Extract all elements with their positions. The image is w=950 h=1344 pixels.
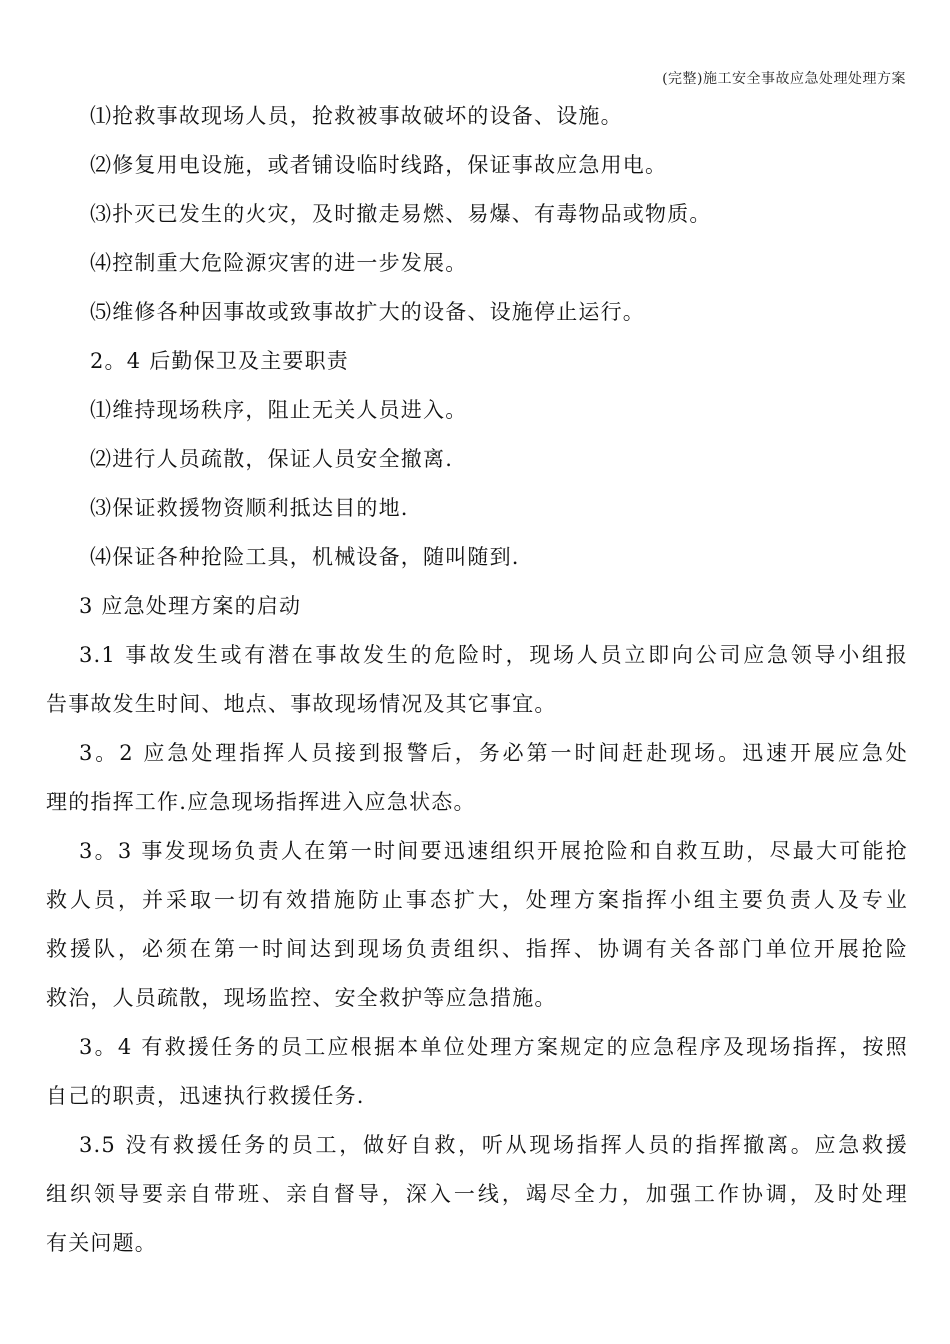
text-line: ⑵修复用电设施，或者铺设临时线路，保证事故应急用电。 [90,153,668,177]
text-line: 救援队，必须在第一时间达到现场负责组织、指挥、协调有关各部门单位开展抢险 [46,937,908,961]
text-line: 自己的职责，迅速执行救援任务. [46,1084,365,1108]
text-line: 3。4 有救援任务的员工应根据本单位处理方案规定的应急程序及现场指挥，按照 [79,1035,908,1059]
text-line: 理的指挥工作.应急现场指挥进入应急状态。 [46,790,476,814]
text-line: 有关问题。 [46,1231,157,1255]
text-line: ⑴维持现场秩序，阻止无关人员进入。 [90,398,468,422]
section-heading: 2。4 后勤保卫及主要职责 [90,349,349,373]
text-line: 告事故发生时间、地点、事故现场情况及其它事宜。 [46,692,557,716]
text-line: ⑸维修各种因事故或致事故扩大的设备、设施停止运行。 [90,300,645,324]
text-line: ⑶保证救援物资顺利抵达目的地. [90,496,409,520]
text-line: 救治，人员疏散，现场监控、安全救护等应急措施。 [46,986,557,1010]
text-line: ⑷控制重大危险源灾害的进一步发展。 [90,251,468,275]
text-line: ⑶扑灭已发生的火灾，及时撤走易燃、易爆、有毒物品或物质。 [90,202,712,226]
text-line: 3。3 事发现场负责人在第一时间要迅速组织开展抢险和自救互助，尽最大可能抢 [79,839,908,863]
text-line: 组织领导要亲自带班、亲自督导，深入一线，竭尽全力，加强工作协调，及时处理 [46,1182,908,1206]
text-line: 3.5 没有救援任务的员工，做好自救，听从现场指挥人员的指挥撤离。应急救援 [79,1133,908,1157]
text-line: ⑵进行人员疏散，保证人员安全撤离. [90,447,454,471]
text-line: 3。2 应急处理指挥人员接到报警后，务必第一时间赶赴现场。迅速开展应急处 [79,741,908,765]
text-line: ⑷保证各种抢险工具，机械设备，随叫随到. [90,545,520,569]
section-heading: 3 应急处理方案的启动 [79,594,302,618]
text-line: 救人员，并采取一切有效措施防止事态扩大，处理方案指挥小组主要负责人及专业 [46,888,908,912]
document-body [46,92,908,1268]
page-header: (完整)施工安全事故应急处理处理方案 [662,71,906,87]
text-line: 3.1 事故发生或有潜在事故发生的危险时，现场人员立即向公司应急领导小组报 [79,643,908,667]
text-line: ⑴抢救事故现场人员，抢救被事故破坏的设备、设施。 [90,104,623,128]
